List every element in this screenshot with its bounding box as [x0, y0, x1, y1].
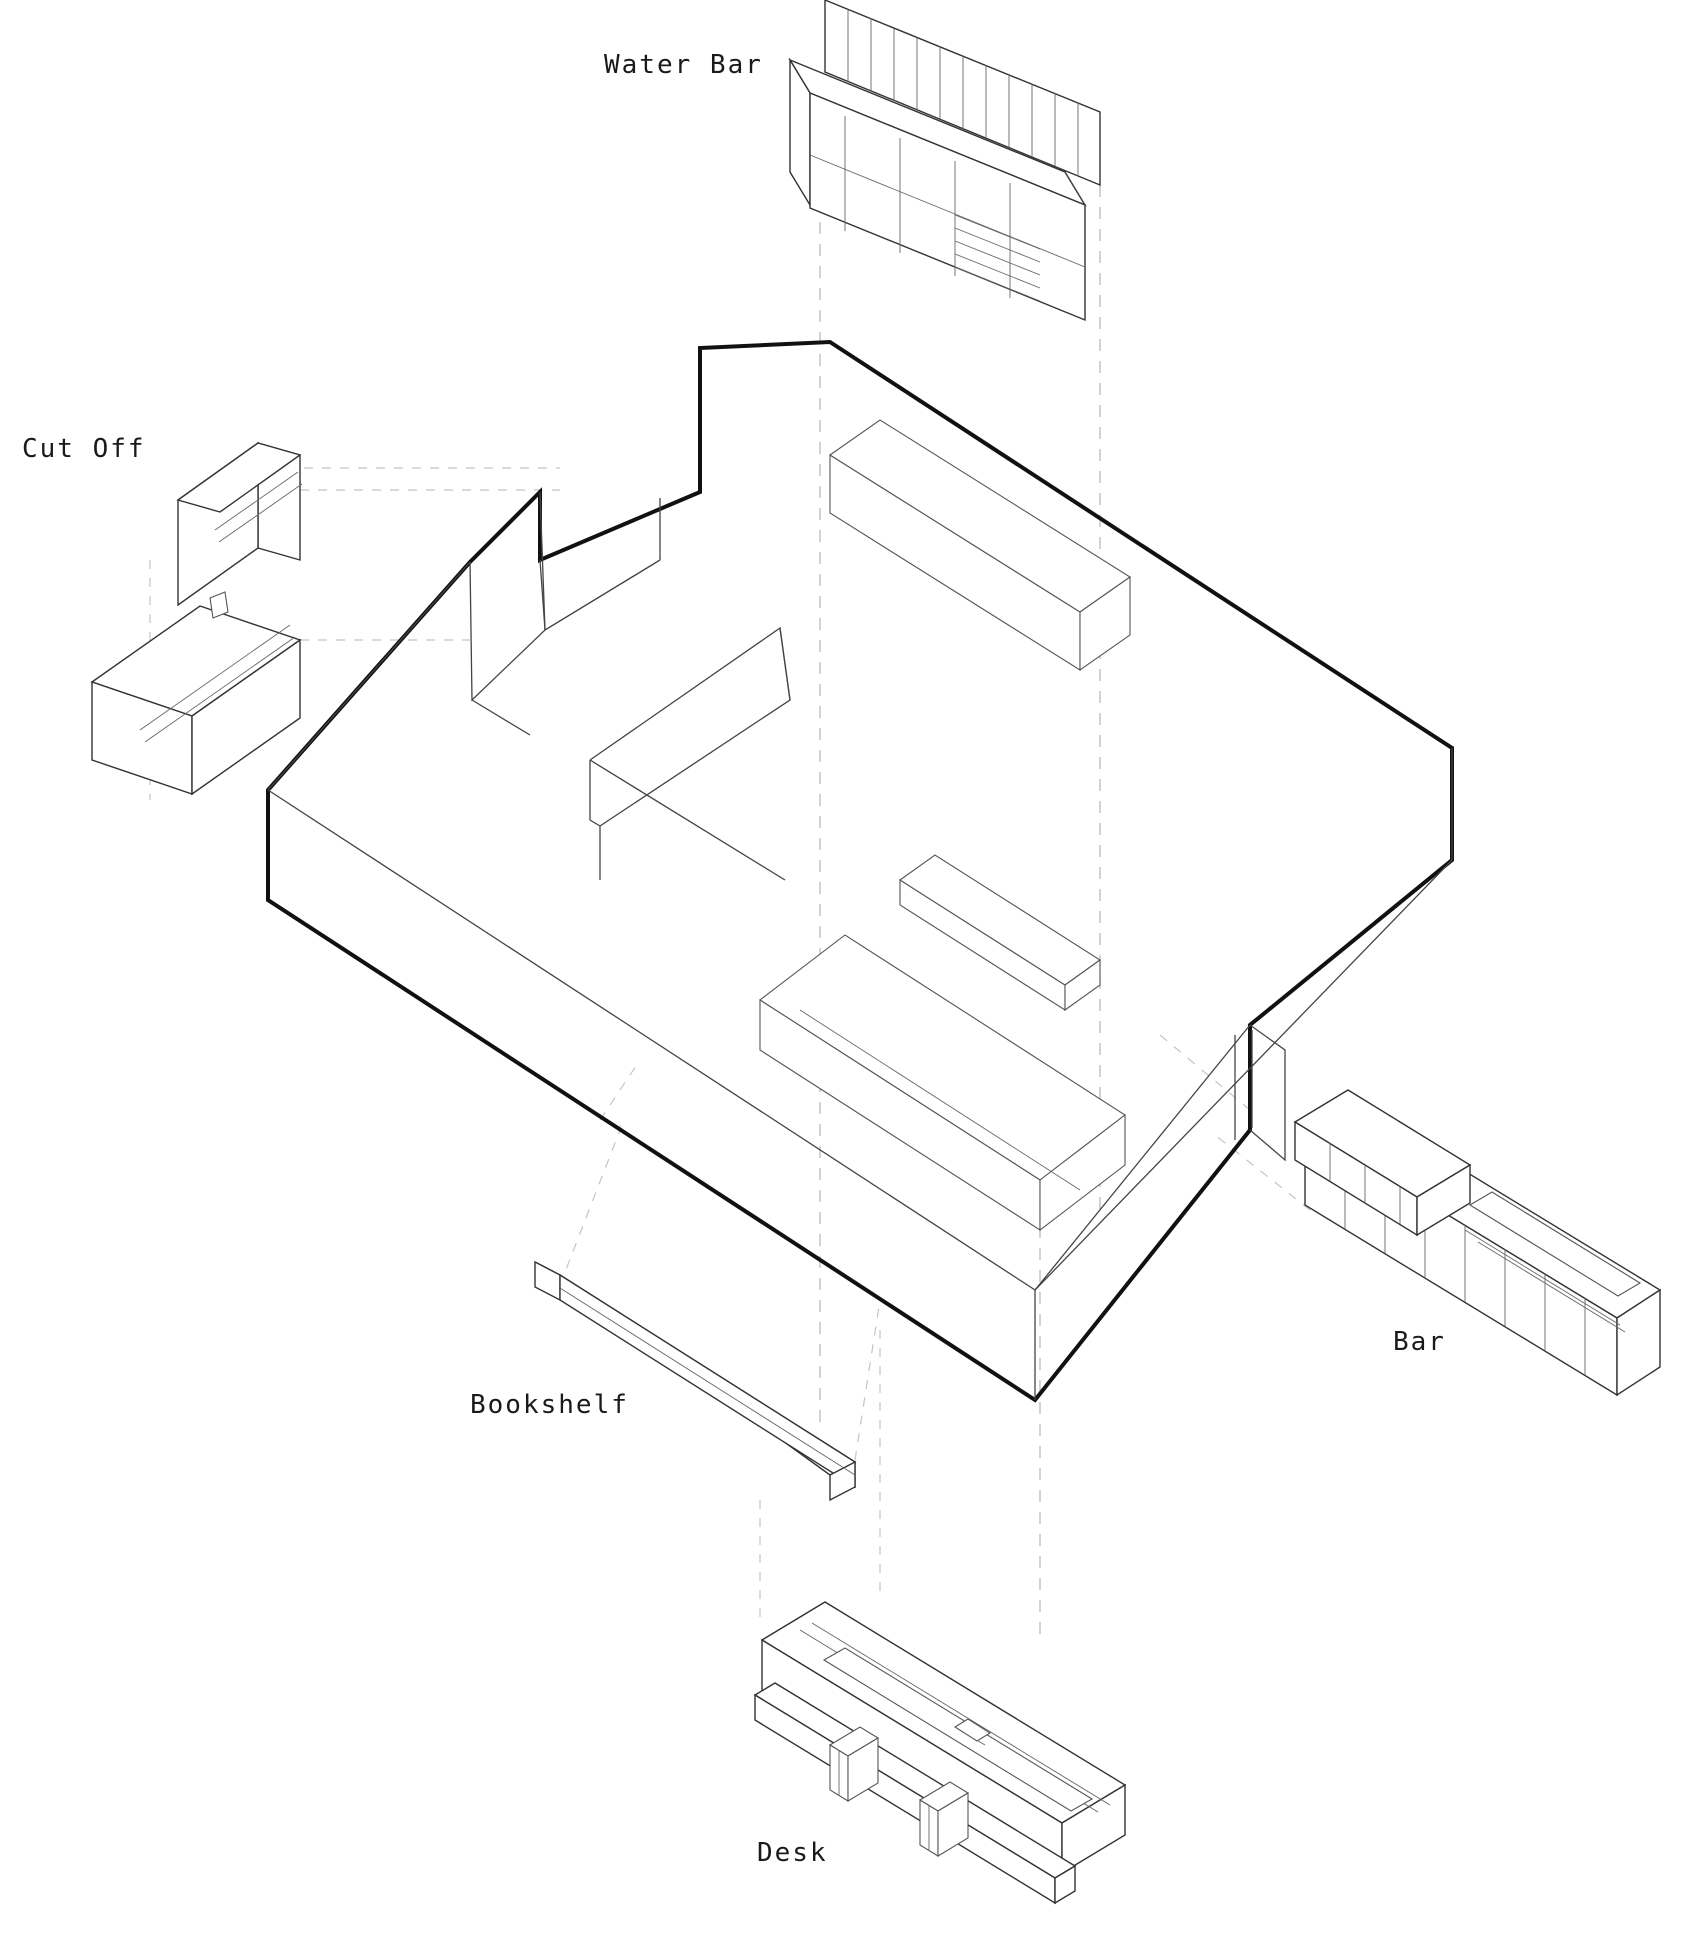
label-bar: Bar — [1393, 1327, 1446, 1357]
label-cut-off: Cut Off — [22, 434, 146, 464]
bar-component[interactable] — [1295, 1090, 1660, 1395]
cut-off-component[interactable] — [92, 443, 302, 794]
label-bookshelf: Bookshelf — [470, 1390, 629, 1420]
water-bar-component[interactable] — [790, 0, 1100, 320]
bookshelf-component[interactable] — [535, 1262, 855, 1500]
label-desk: Desk — [757, 1838, 828, 1868]
label-water-bar: Water Bar — [604, 50, 763, 80]
room-shell[interactable] — [265, 340, 1455, 1400]
